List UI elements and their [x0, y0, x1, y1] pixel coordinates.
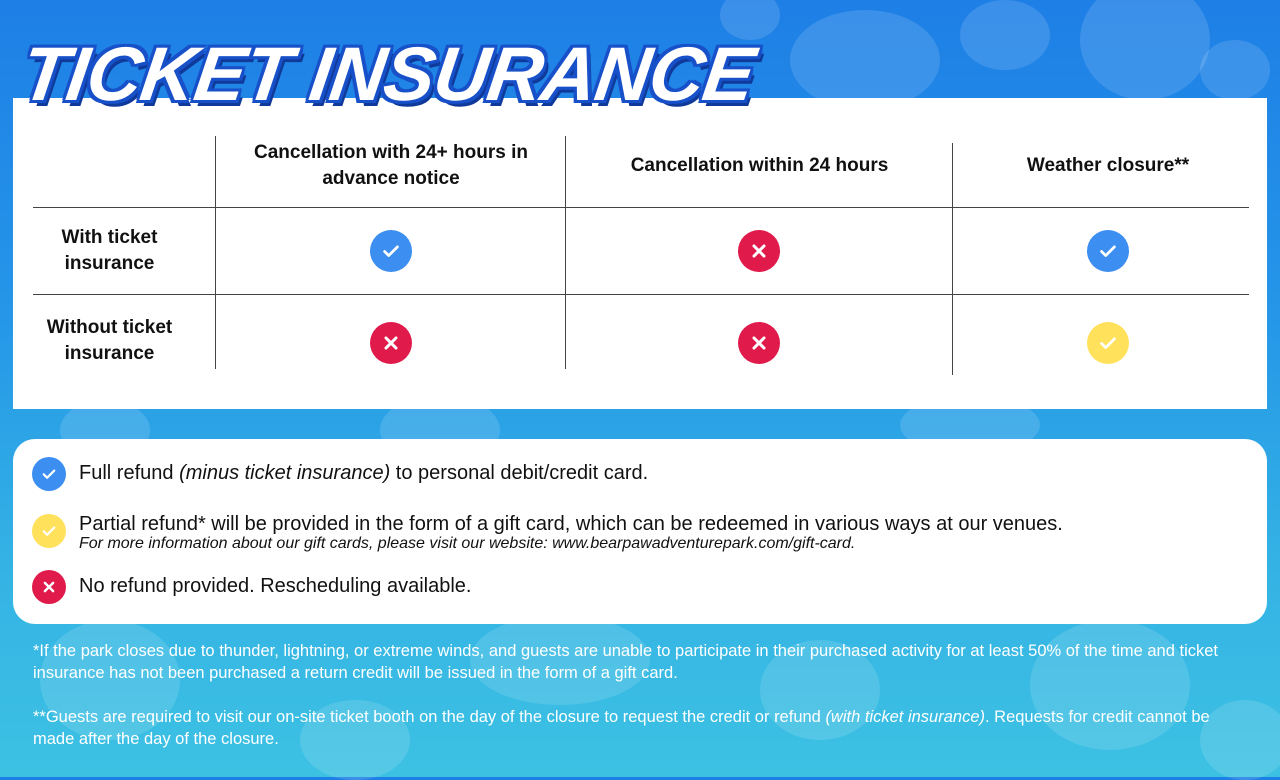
red-x-icon	[32, 570, 66, 604]
legend-full-refund: Full refund (minus ticket insurance) to personal debit/credit card.	[79, 462, 649, 484]
footnote-refund-request: **Guests are required to visit our on-site ticket booth on the day of the closure to request the credit or refund (with ticket insurance). Requests for credit cannot be made after the day of the closure.	[33, 708, 1210, 748]
yellow-check-icon	[1087, 322, 1129, 364]
yellow-check-icon	[32, 514, 66, 548]
legend-partial-refund: Partial refund* will be provided in the form of a gift card, which can be redeemed in various ways at our venues.	[79, 513, 1063, 535]
column-header-within-24-hours: Cancellation within 24 hours	[630, 155, 889, 176]
row-label-with-insurance: With ticket insurance	[61, 227, 158, 274]
row-label-without-insurance: Without ticket insurance	[46, 317, 173, 364]
column-header-weather-closure: Weather closure**	[1026, 155, 1190, 176]
red-x-icon	[738, 230, 780, 272]
footnote-weather-credit: *If the park closes due to thunder, lightning, or extreme winds, and guests are unable to participate in their purchased activity for at least 50% of the time and ticket insurance has not been purchased a return credit will be issued in the form of a gift card.	[33, 642, 1219, 682]
blue-check-icon	[370, 230, 412, 272]
insurance-table	[13, 98, 1267, 409]
legend-gift-card-note: For more information about our gift cards, please visit our website: www.bearpawadventurepark.com/gift-card.	[79, 535, 856, 552]
row-divider	[33, 294, 1249, 295]
page-title: TICKET INSURANCE	[16, 32, 760, 117]
red-x-icon	[370, 322, 412, 364]
blue-check-icon	[1087, 230, 1129, 272]
refund-legend	[13, 439, 1267, 624]
blue-check-icon	[32, 457, 66, 491]
legend-no-refund: No refund provided. Rescheduling available.	[79, 575, 472, 597]
column-header-24-plus-hours: Cancellation with 24+ hours in advance notice	[254, 142, 528, 189]
red-x-icon	[738, 322, 780, 364]
